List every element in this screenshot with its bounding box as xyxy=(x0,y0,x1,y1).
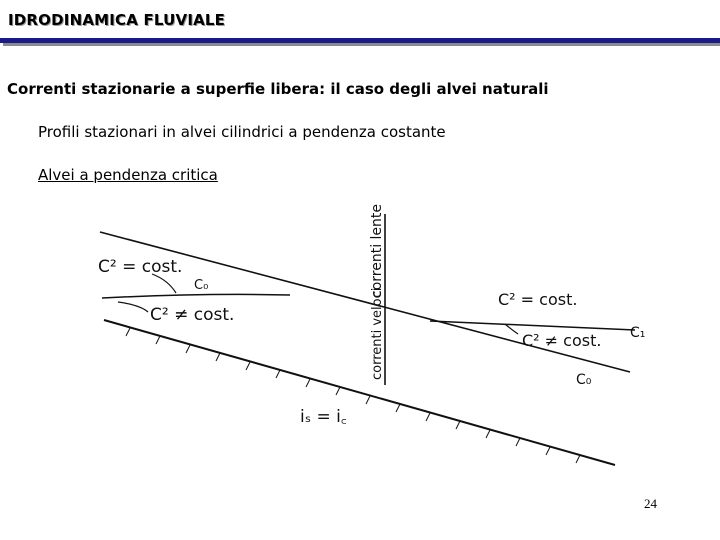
right-c1-label: C₁ xyxy=(630,325,646,341)
right-c2-not-const-label: C² ≠ cost. xyxy=(522,331,602,350)
right-c0-label: C₀ xyxy=(576,372,592,388)
slide-subheading: Profili stazionari in alvei cilindrici a pendenza costante xyxy=(38,123,446,141)
left-c2-const-label: C² = cost. xyxy=(98,257,183,277)
correnti-lente-label: correnti lente xyxy=(369,203,385,298)
critical-slope-sketch xyxy=(90,200,650,480)
title-rule-shadow xyxy=(3,43,720,46)
bed-hatching xyxy=(126,328,580,463)
section-link[interactable]: Alvei a pendenza critica xyxy=(38,166,218,184)
slope-condition-label: iₛ = i꜀ xyxy=(300,407,347,427)
right-c2-const-label: C² = cost. xyxy=(498,290,578,309)
left-c0-label: C₀ xyxy=(194,278,209,293)
page-number: 24 xyxy=(644,496,657,511)
slide-title: IDRODINAMICA FLUVIALE xyxy=(8,11,226,29)
correnti-veloci-label: correnti veloci xyxy=(370,287,385,380)
left-profile-curve xyxy=(102,294,290,298)
right-profile-curve xyxy=(430,321,635,330)
slide-heading: Correnti stazionarie a superfie libera: il caso degli alvei naturali xyxy=(7,80,549,98)
left-c2-not-const-label: C² ≠ cost. xyxy=(150,305,235,325)
